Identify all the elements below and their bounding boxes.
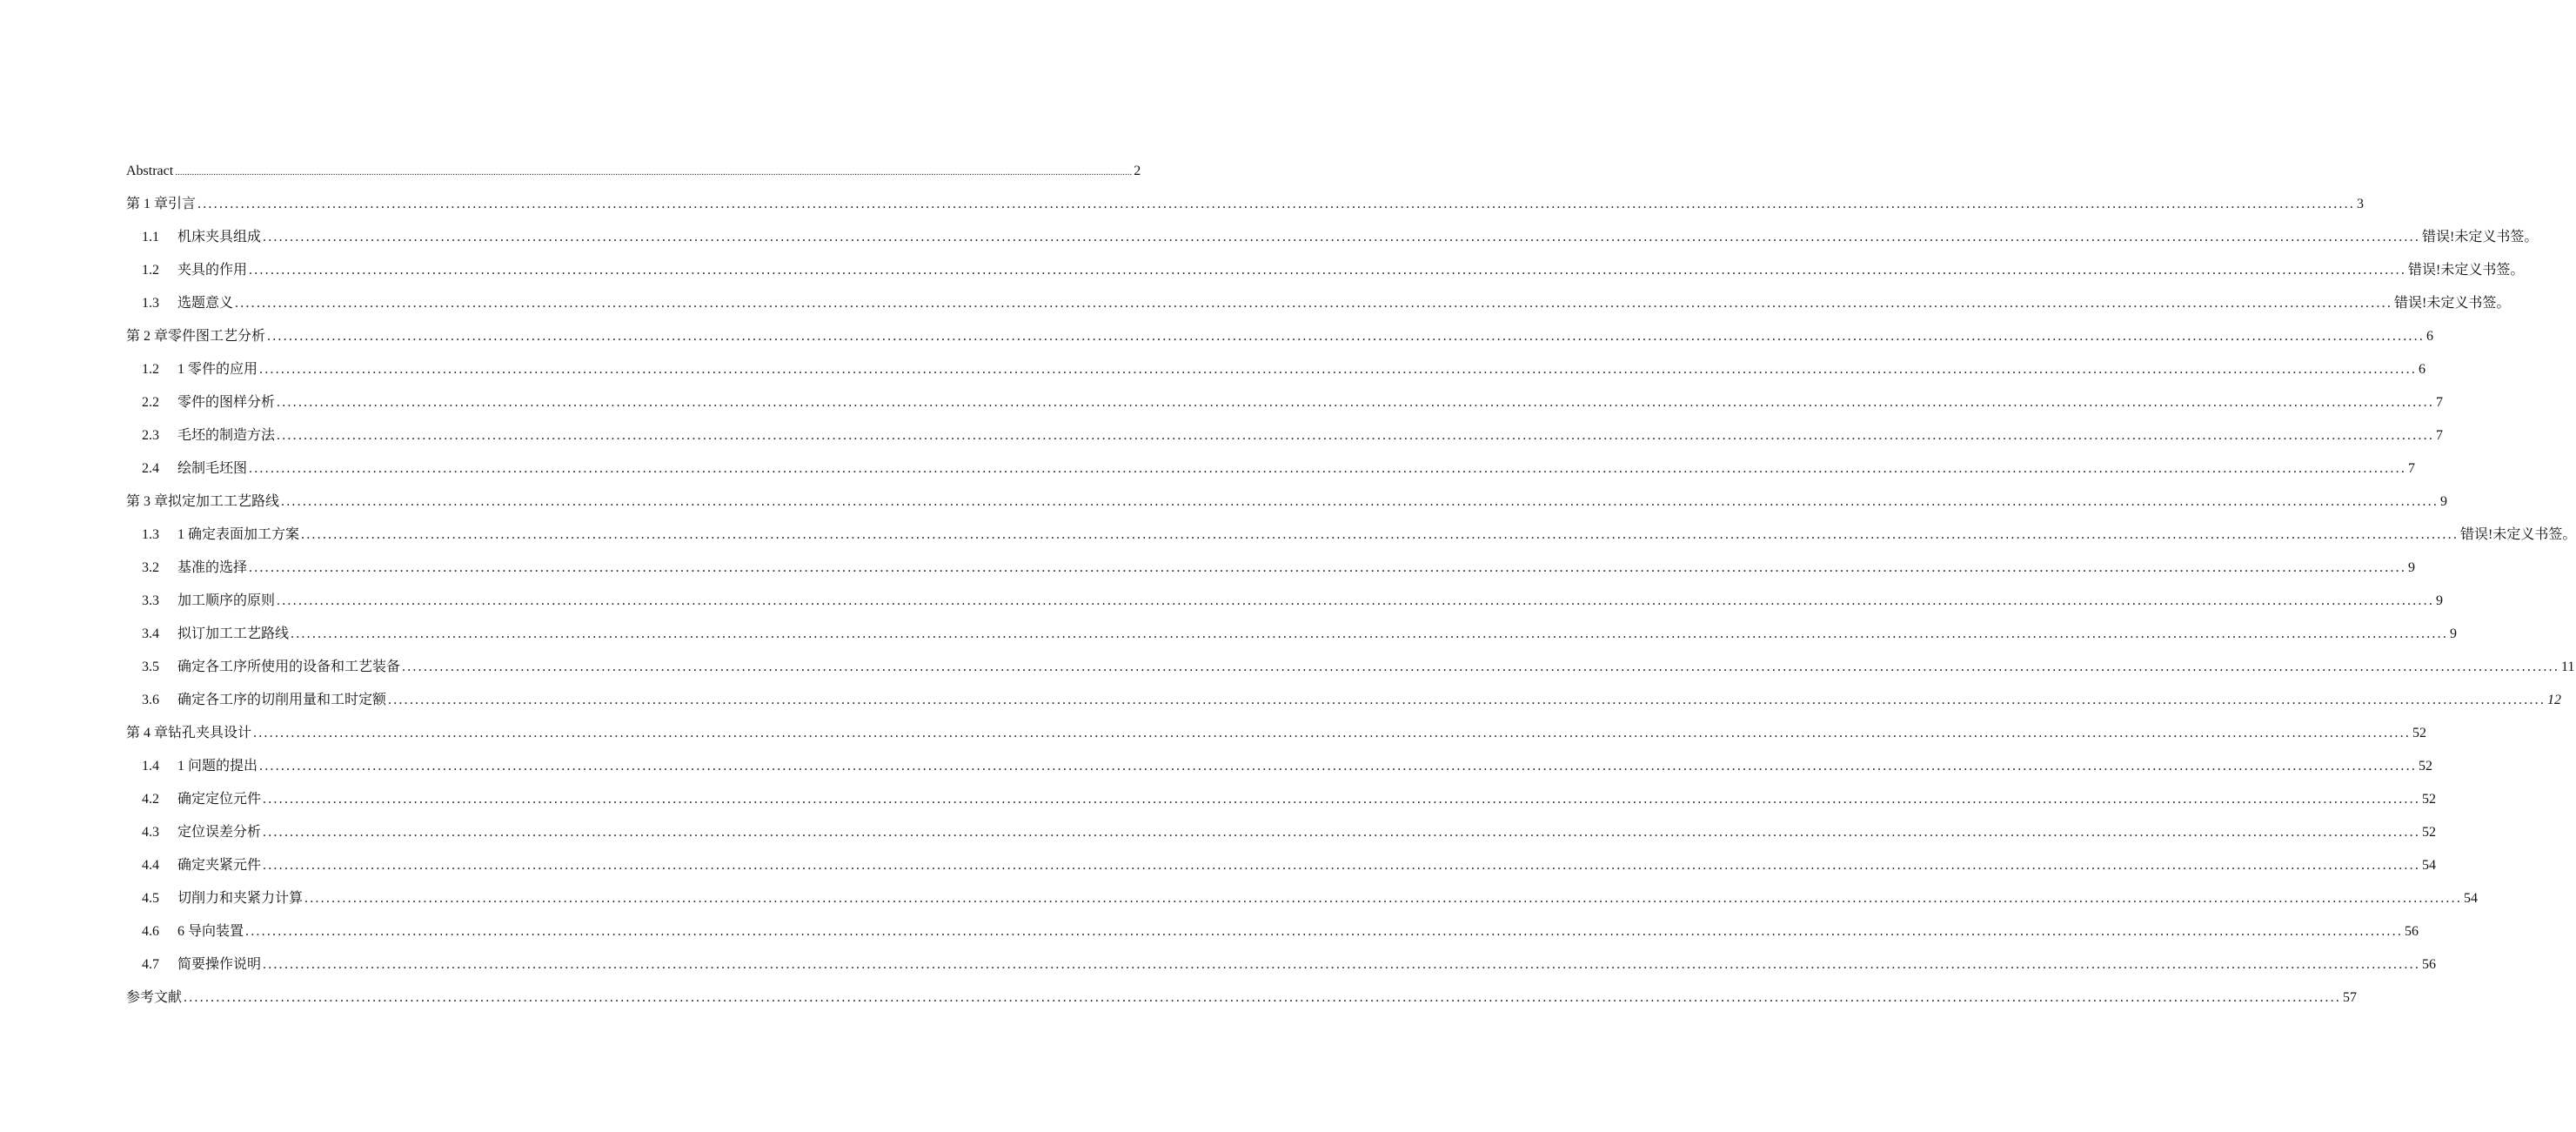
toc-subentry[interactable] [126, 948, 2437, 981]
toc-page-number: 52 [2422, 825, 2437, 840]
toc-subentry[interactable] [126, 651, 2575, 684]
toc-section-number: 1.2 [142, 263, 159, 278]
dot-leader: ................................................................................................................................................................................................................................................................................................................................................................................................................ [245, 924, 2404, 939]
toc-subentry[interactable] [126, 254, 2525, 287]
dot-leader: ................................................................................................................................................................................................................................................................................................................................................................................................................ [249, 560, 2407, 575]
toc-section-number: 4.7 [142, 957, 159, 972]
toc-chapter-entry[interactable] [126, 486, 2448, 519]
toc-subentry[interactable] [126, 915, 2419, 948]
toc-page-number: 11 [2561, 660, 2575, 674]
toc-page-number: 错误!未定义书签。 [2460, 527, 2576, 542]
dot-leader: ................................................................................................................................................................................................................................................................................................................................................................................................................ [175, 167, 1133, 178]
dot-leader: ................................................................................................................................................................................................................................................................................................................................................................................................................ [263, 230, 2421, 244]
dot-leader: ................................................................................................................................................................................................................................................................................................................................................................................................................ [249, 461, 2407, 476]
toc-entry-title: 绘制毛坯图 [177, 461, 248, 476]
toc-page-number: 7 [2436, 395, 2444, 410]
toc-section-number: 3.2 [142, 560, 159, 575]
toc-entry-title: Abstract [126, 164, 174, 178]
toc-entry-title: 简要操作说明 [177, 957, 262, 972]
toc-entry-title: 零件的图样分析 [177, 395, 276, 410]
toc-section-number: 4.5 [142, 891, 159, 906]
toc-page-number: 错误!未定义书签。 [2422, 230, 2539, 244]
dot-leader: ................................................................................................................................................................................................................................................................................................................................................................................................................ [184, 990, 2342, 1005]
toc-page-number: 7 [2436, 428, 2444, 443]
toc-page-number: 56 [2405, 924, 2419, 939]
toc-section-number: 3.6 [142, 693, 159, 707]
toc-page-number: 12 [2547, 693, 2562, 707]
toc-entry-title: 毛坯的制造方法 [177, 428, 276, 443]
toc-page-number: 9 [2436, 593, 2444, 608]
toc-page-number: 6 [2426, 329, 2434, 344]
toc-subentry[interactable] [126, 386, 2444, 419]
toc-entry-title: 1 问题的提出 [177, 759, 258, 774]
toc-entry-title: 选题意义 [177, 296, 234, 311]
toc-subentry[interactable] [126, 221, 2539, 254]
table-of-contents [126, 155, 2576, 1015]
toc-subentry[interactable] [126, 882, 2479, 915]
dot-leader: ................................................................................................................................................................................................................................................................................................................................................................................................................ [388, 693, 2546, 707]
toc-section-number: 4.4 [142, 858, 159, 873]
dot-leader: ................................................................................................................................................................................................................................................................................................................................................................................................................ [304, 891, 2463, 906]
toc-page-number: 56 [2422, 957, 2437, 972]
toc-entry-title: 1 确定表面加工方案 [177, 527, 300, 542]
toc-section-number: 2.4 [142, 461, 159, 476]
toc-subentry[interactable] [126, 452, 2416, 486]
dot-leader: ................................................................................................................................................................................................................................................................................................................................................................................................................ [281, 494, 2439, 509]
toc-section-number: 2.2 [142, 395, 159, 410]
toc-entry-title: 确定夹紧元件 [177, 858, 262, 873]
dot-leader: ................................................................................................................................................................................................................................................................................................................................................................................................................ [263, 792, 2421, 807]
toc-subentry[interactable] [126, 519, 2576, 552]
toc-chapter-entry[interactable] [126, 188, 2365, 221]
toc-subentry[interactable] [126, 353, 2426, 386]
toc-entry-title: 第 2 章零件图工艺分析 [126, 329, 266, 344]
toc-section-number: 1.3 [142, 527, 159, 542]
dot-leader: ................................................................................................................................................................................................................................................................................................................................................................................................................ [253, 726, 2412, 740]
toc-entry-title: 夹具的作用 [177, 263, 248, 278]
toc-entry-title: 拟订加工工艺路线 [177, 626, 290, 641]
dot-leader: ................................................................................................................................................................................................................................................................................................................................................................................................................ [277, 395, 2435, 410]
toc-page-number: 9 [2450, 626, 2458, 641]
toc-page-number: 54 [2464, 891, 2479, 906]
toc-page-number: 7 [2408, 461, 2416, 476]
toc-section-number: 1.1 [142, 230, 159, 244]
toc-section-number: 1.2 [142, 362, 159, 377]
dot-leader: ................................................................................................................................................................................................................................................................................................................................................................................................................ [263, 825, 2421, 840]
dot-leader: ................................................................................................................................................................................................................................................................................................................................................................................................................ [277, 428, 2435, 443]
toc-section-number: 2.3 [142, 428, 159, 443]
toc-subentry[interactable] [126, 849, 2437, 882]
toc-entry-title: 参考文献 [126, 990, 183, 1005]
toc-page-number: 57 [2343, 990, 2358, 1005]
toc-entry-title: 第 1 章引言 [126, 197, 197, 211]
toc-chapter-entry[interactable] [126, 981, 2358, 1015]
toc-section-number: 3.5 [142, 660, 159, 674]
dot-leader: ................................................................................................................................................................................................................................................................................................................................................................................................................ [249, 263, 2407, 278]
toc-page-number: 52 [2419, 759, 2433, 774]
dot-leader: ................................................................................................................................................................................................................................................................................................................................................................................................................ [259, 759, 2418, 774]
toc-subentry[interactable] [126, 287, 2511, 320]
toc-page-number: 52 [2412, 726, 2427, 740]
dot-leader: ................................................................................................................................................................................................................................................................................................................................................................................................................ [197, 197, 2356, 211]
toc-chapter-entry[interactable] [126, 155, 1141, 188]
toc-subentry[interactable] [126, 419, 2444, 452]
toc-section-number: 3.4 [142, 626, 159, 641]
toc-subentry[interactable] [126, 684, 2562, 717]
toc-section-number: 1.4 [142, 759, 159, 774]
toc-chapter-entry[interactable] [126, 320, 2434, 353]
toc-page-number: 3 [2357, 197, 2365, 211]
toc-entry-title: 第 4 章钻孔夹具设计 [126, 726, 252, 740]
toc-section-number: 3.3 [142, 593, 159, 608]
toc-entry-title: 确定各工序的切削用量和工时定额 [177, 693, 387, 707]
toc-subentry[interactable] [126, 816, 2437, 849]
dot-leader: ................................................................................................................................................................................................................................................................................................................................................................................................................ [402, 660, 2560, 674]
toc-section-number: 1.3 [142, 296, 159, 311]
toc-entry-title: 第 3 章拟定加工工艺路线 [126, 494, 280, 509]
toc-page-number: 52 [2422, 792, 2437, 807]
dot-leader: ................................................................................................................................................................................................................................................................................................................................................................................................................ [301, 527, 2459, 542]
dot-leader: ................................................................................................................................................................................................................................................................................................................................................................................................................ [263, 858, 2421, 873]
toc-subentry[interactable] [126, 585, 2444, 618]
toc-entry-title: 切削力和夹紧力计算 [177, 891, 304, 906]
toc-subentry[interactable] [126, 552, 2416, 585]
toc-entry-title: 定位误差分析 [177, 825, 262, 840]
dot-leader: ................................................................................................................................................................................................................................................................................................................................................................................................................ [277, 593, 2435, 608]
dot-leader: ................................................................................................................................................................................................................................................................................................................................................................................................................ [263, 957, 2421, 972]
toc-entry-title: 机床夹具组成 [177, 230, 262, 244]
toc-subentry[interactable] [126, 750, 2433, 783]
toc-page-number: 2 [1134, 164, 1141, 178]
toc-page-number: 9 [2440, 494, 2448, 509]
toc-page-number: 错误!未定义书签。 [2408, 263, 2525, 278]
toc-page-number: 9 [2408, 560, 2416, 575]
dot-leader: ................................................................................................................................................................................................................................................................................................................................................................................................................ [267, 329, 2425, 344]
toc-page-number: 错误!未定义书签。 [2394, 296, 2511, 311]
toc-entry-title: 基准的选择 [177, 560, 248, 575]
toc-section-number: 4.6 [142, 924, 159, 939]
dot-leader: ................................................................................................................................................................................................................................................................................................................................................................................................................ [235, 296, 2393, 311]
toc-page-number: 6 [2419, 362, 2426, 377]
toc-page-number: 54 [2422, 858, 2437, 873]
toc-entry-title: 确定各工序所使用的设备和工艺装备 [177, 660, 401, 674]
toc-entry-title: 加工顺序的原则 [177, 593, 276, 608]
toc-entry-title: 6 导向装置 [177, 924, 244, 939]
toc-chapter-entry[interactable] [126, 717, 2427, 750]
toc-subentry[interactable] [126, 618, 2458, 651]
toc-entry-title: 确定定位元件 [177, 792, 262, 807]
dot-leader: ................................................................................................................................................................................................................................................................................................................................................................................................................ [291, 626, 2449, 641]
toc-subentry[interactable] [126, 783, 2437, 816]
dot-leader: ................................................................................................................................................................................................................................................................................................................................................................................................................ [259, 362, 2418, 377]
toc-entry-title: 1 零件的应用 [177, 362, 258, 377]
toc-section-number: 4.3 [142, 825, 159, 840]
toc-section-number: 4.2 [142, 792, 159, 807]
